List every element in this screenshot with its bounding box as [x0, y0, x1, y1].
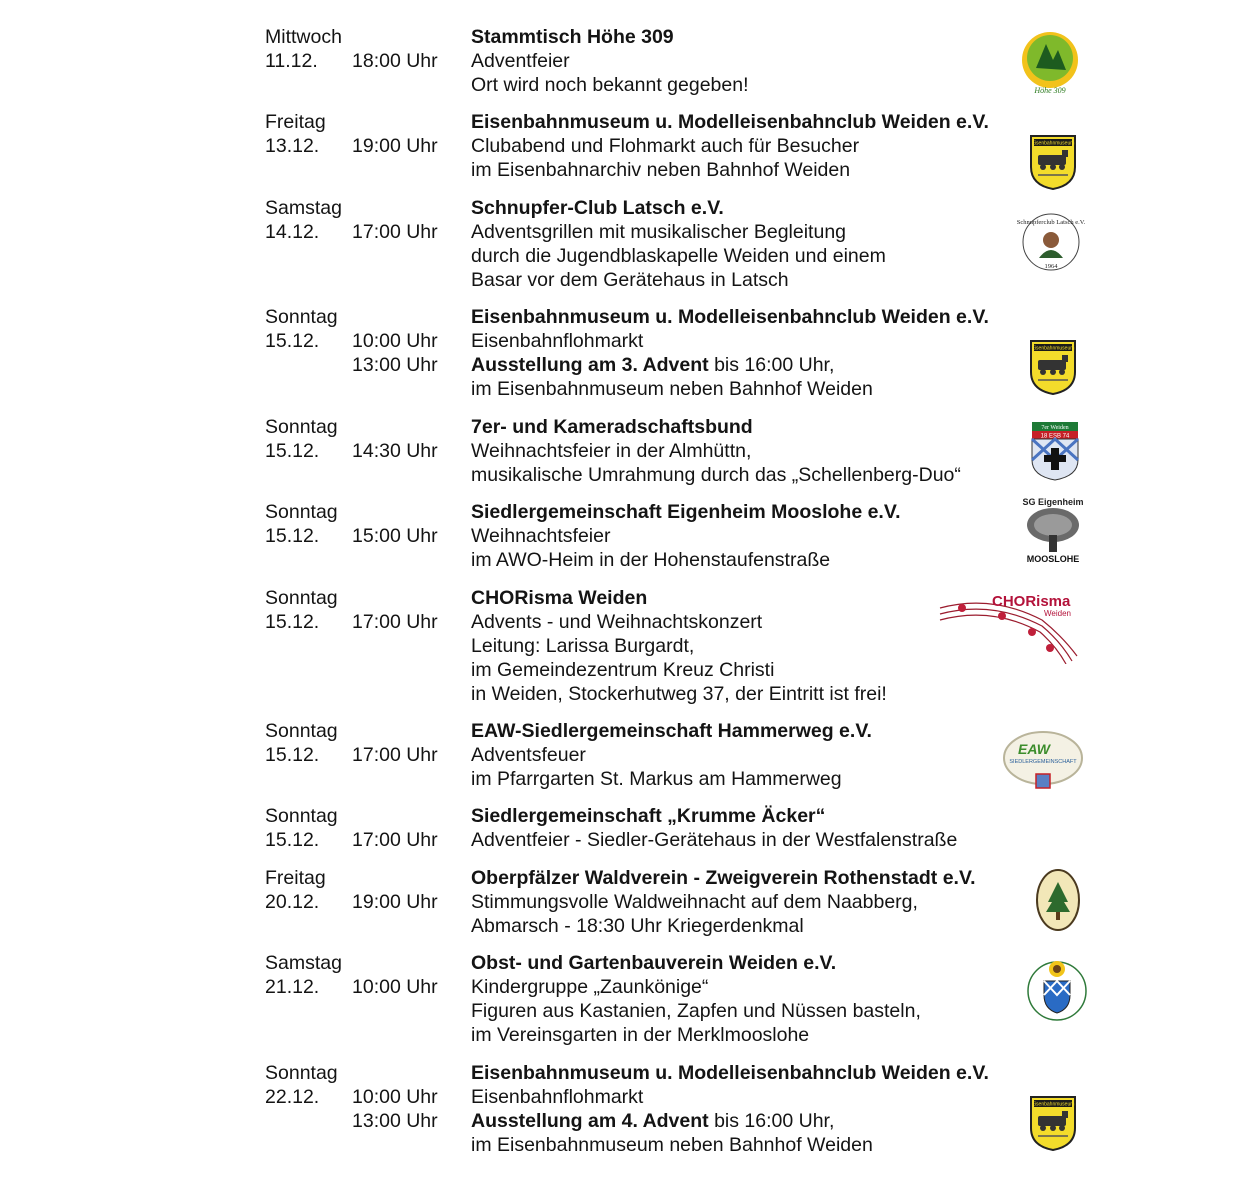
event-date: 15.12.: [265, 611, 320, 633]
event-description-line: Eisenbahnflohmarkt: [471, 330, 644, 352]
eisenbahnmuseum-shield-icon-graphic: [1028, 133, 1078, 191]
event-description-line: im Eisenbahnmuseum neben Bahnhof Weiden: [471, 378, 873, 400]
event-date: 21.12.: [265, 976, 320, 998]
event-title: 7er- und Kameradschaftsbund: [471, 416, 753, 438]
event-title: Eisenbahnmuseum u. Modelleisenbahnclub Weiden e.V.: [471, 111, 989, 133]
logo-subcaption: 18 ESB 74: [1040, 433, 1070, 440]
event-description-line: Advents - und Weihnachtskonzert: [471, 611, 763, 633]
event-date: 15.12.: [265, 330, 320, 352]
logo-caption: EAW: [1018, 741, 1050, 757]
event-title: Obst- und Gartenbauverein Weiden e.V.: [471, 952, 837, 974]
logo-caption: 7er Weiden: [1041, 425, 1069, 431]
event-description-line: Clubabend und Flohmarkt auch für Besucher: [471, 135, 860, 157]
logo-caption: Höhe 309: [1034, 86, 1066, 95]
event-description-line: Kindergruppe „Zaunkönige“: [471, 976, 709, 998]
event-time: 17:00 Uhr: [352, 829, 438, 851]
logo-caption: SG Eigenheim: [1022, 497, 1084, 507]
event-title: Schnupfer-Club Latsch e.V.: [471, 197, 724, 219]
event-time: 10:00 Uhr: [352, 330, 438, 352]
waldverein-emblem-icon: [1035, 868, 1081, 932]
event-description-line: Ort wird noch bekannt gegeben!: [471, 74, 749, 96]
hoehe-309-logo-icon-graphic: [1018, 30, 1082, 96]
event-title: Siedlergemeinschaft „Krumme Äcker“: [471, 805, 826, 827]
7er-weiden-crest-icon: [1030, 420, 1080, 482]
event-description-line: im AWO-Heim in der Hohenstaufenstraße: [471, 549, 831, 571]
event-date: 15.12.: [265, 744, 320, 766]
eaw-oval-logo-icon: [1002, 730, 1084, 792]
event-date: 20.12.: [265, 891, 320, 913]
event-description-text: bis 16:00 Uhr,: [708, 354, 835, 376]
music-notes-logo-icon: [932, 586, 1082, 664]
event-description-line: im Eisenbahnarchiv neben Bahnhof Weiden: [471, 159, 851, 181]
7er-weiden-crest-icon-graphic: [1030, 420, 1080, 482]
event-description-line: Adventsfeuer: [471, 744, 586, 766]
event-description-line: im Vereinsgarten in der Merklmooslohe: [471, 1024, 810, 1046]
event-date: 13.12.: [265, 135, 320, 157]
event-title: Siedlergemeinschaft Eigenheim Mooslohe e.V.: [471, 501, 901, 523]
event-description-line: musikalische Umrahmung durch das „Schellenberg-Duo“: [471, 464, 961, 486]
event-description-line: Figuren aus Kastanien, Zapfen und Nüssen basteln,: [471, 1000, 921, 1022]
event-day: Freitag: [265, 111, 326, 133]
event-title: EAW-Siedlergemeinschaft Hammerweg e.V.: [471, 720, 872, 742]
tree-logo-icon-graphic: [1018, 495, 1088, 565]
event-time: 13:00 Uhr: [352, 1110, 438, 1132]
event-time: 19:00 Uhr: [352, 891, 438, 913]
logo-caption: Eisenbahnmuseum: [1031, 140, 1075, 147]
event-time: 18:00 Uhr: [352, 50, 438, 72]
waldverein-emblem-icon-graphic: [1035, 868, 1081, 932]
sunflower-crest-icon: [1026, 955, 1088, 1027]
event-time: 14:30 Uhr: [352, 440, 438, 462]
event-title: Eisenbahnmuseum u. Modelleisenbahnclub Weiden e.V.: [471, 306, 989, 328]
event-description-line: Eisenbahnflohmarkt: [471, 1086, 644, 1108]
event-description-line: Adventfeier: [471, 50, 570, 72]
event-day: Sonntag: [265, 501, 338, 523]
eisenbahnmuseum-shield-icon-graphic: [1028, 338, 1078, 396]
event-day: Samstag: [265, 197, 342, 219]
event-day: Sonntag: [265, 720, 338, 742]
event-description-line: [471, 1109, 834, 1133]
eisenbahnmuseum-shield-icon-graphic: [1028, 1094, 1078, 1152]
logo-caption: Eisenbahnmuseum: [1031, 345, 1075, 352]
eaw-oval-logo-icon-graphic: [1002, 730, 1084, 792]
event-description-line: im Gemeindezentrum Kreuz Christi: [471, 659, 775, 681]
event-date: 22.12.: [265, 1086, 320, 1108]
event-time: 17:00 Uhr: [352, 221, 438, 243]
event-day: Freitag: [265, 867, 326, 889]
event-day: Mittwoch: [265, 26, 342, 48]
event-day: Sonntag: [265, 805, 338, 827]
event-description-line: im Eisenbahnmuseum neben Bahnhof Weiden: [471, 1134, 873, 1156]
event-description-line: [471, 353, 834, 377]
music-notes-logo-icon-graphic: [932, 586, 1082, 664]
logo-subcaption: Weiden: [1044, 609, 1071, 618]
event-title: Oberpfälzer Waldverein - Zweigverein Rothenstadt e.V.: [471, 867, 976, 889]
event-date: 15.12.: [265, 525, 320, 547]
logo-subcaption: SIEDLERGEMEINSCHAFT: [1009, 759, 1077, 765]
event-time: 19:00 Uhr: [352, 135, 438, 157]
event-highlight: Ausstellung am 4. Advent: [471, 1110, 709, 1132]
event-description-line: Weihnachtsfeier: [471, 525, 611, 547]
event-day: Sonntag: [265, 416, 338, 438]
event-description-line: Adventfeier - Siedler-Gerätehaus in der Westfalenstraße: [471, 829, 958, 851]
event-description-line: Basar vor dem Gerätehaus in Latsch: [471, 269, 789, 291]
event-title: Stammtisch Höhe 309: [471, 26, 674, 48]
event-time: 10:00 Uhr: [352, 1086, 438, 1108]
schnupferclub-seal-icon: [1015, 212, 1087, 272]
event-date: 11.12.: [265, 50, 318, 72]
event-title: Eisenbahnmuseum u. Modelleisenbahnclub Weiden e.V.: [471, 1062, 989, 1084]
event-day: Sonntag: [265, 306, 338, 328]
logo-caption: CHORisma: [992, 593, 1071, 610]
event-description-line: Abmarsch - 18:30 Uhr Kriegerdenkmal: [471, 915, 804, 937]
event-highlight: Ausstellung am 3. Advent: [471, 354, 709, 376]
logo-subcaption: MOOSLOHE: [1026, 554, 1080, 564]
hoehe-309-logo-icon: [1018, 30, 1082, 96]
event-description-line: durch die Jugendblaskapelle Weiden und einem: [471, 245, 886, 267]
event-description-text: bis 16:00 Uhr,: [708, 1110, 835, 1132]
event-description-line: Leitung: Larissa Burgardt,: [471, 635, 695, 657]
event-description-line: Weihnachtsfeier in der Almhüttn,: [471, 440, 752, 462]
event-date: 15.12.: [265, 440, 320, 462]
schnupferclub-seal-icon-graphic: [1015, 212, 1087, 272]
event-time: 15:00 Uhr: [352, 525, 438, 547]
logo-caption: Schnupferclub Latsch e.V.: [1016, 219, 1086, 226]
event-day: Sonntag: [265, 1062, 338, 1084]
event-description-line: im Pfarrgarten St. Markus am Hammerweg: [471, 768, 842, 790]
event-date: 14.12.: [265, 221, 320, 243]
logo-year: 1964: [1044, 263, 1058, 270]
event-time: 17:00 Uhr: [352, 744, 438, 766]
eisenbahnmuseum-shield-icon: [1028, 1094, 1078, 1152]
event-day: Samstag: [265, 952, 342, 974]
event-description-line: Adventsgrillen mit musikalischer Begleitung: [471, 221, 847, 243]
event-time: 10:00 Uhr: [352, 976, 438, 998]
event-description-line: Stimmungsvolle Waldweihnacht auf dem Naabberg,: [471, 891, 918, 913]
event-date: 15.12.: [265, 829, 320, 851]
logo-caption: Eisenbahnmuseum: [1031, 1101, 1075, 1108]
eisenbahnmuseum-shield-icon: [1028, 338, 1078, 396]
event-time: 17:00 Uhr: [352, 611, 438, 633]
event-title: CHORisma Weiden: [471, 587, 648, 609]
tree-logo-icon: [1018, 495, 1088, 565]
event-day: Sonntag: [265, 587, 338, 609]
event-time: 13:00 Uhr: [352, 354, 438, 376]
eisenbahnmuseum-shield-icon: [1028, 133, 1078, 191]
event-description-line: in Weiden, Stockerhutweg 37, der Eintritt ist frei!: [471, 683, 887, 705]
sunflower-crest-icon-graphic: [1026, 955, 1088, 1027]
